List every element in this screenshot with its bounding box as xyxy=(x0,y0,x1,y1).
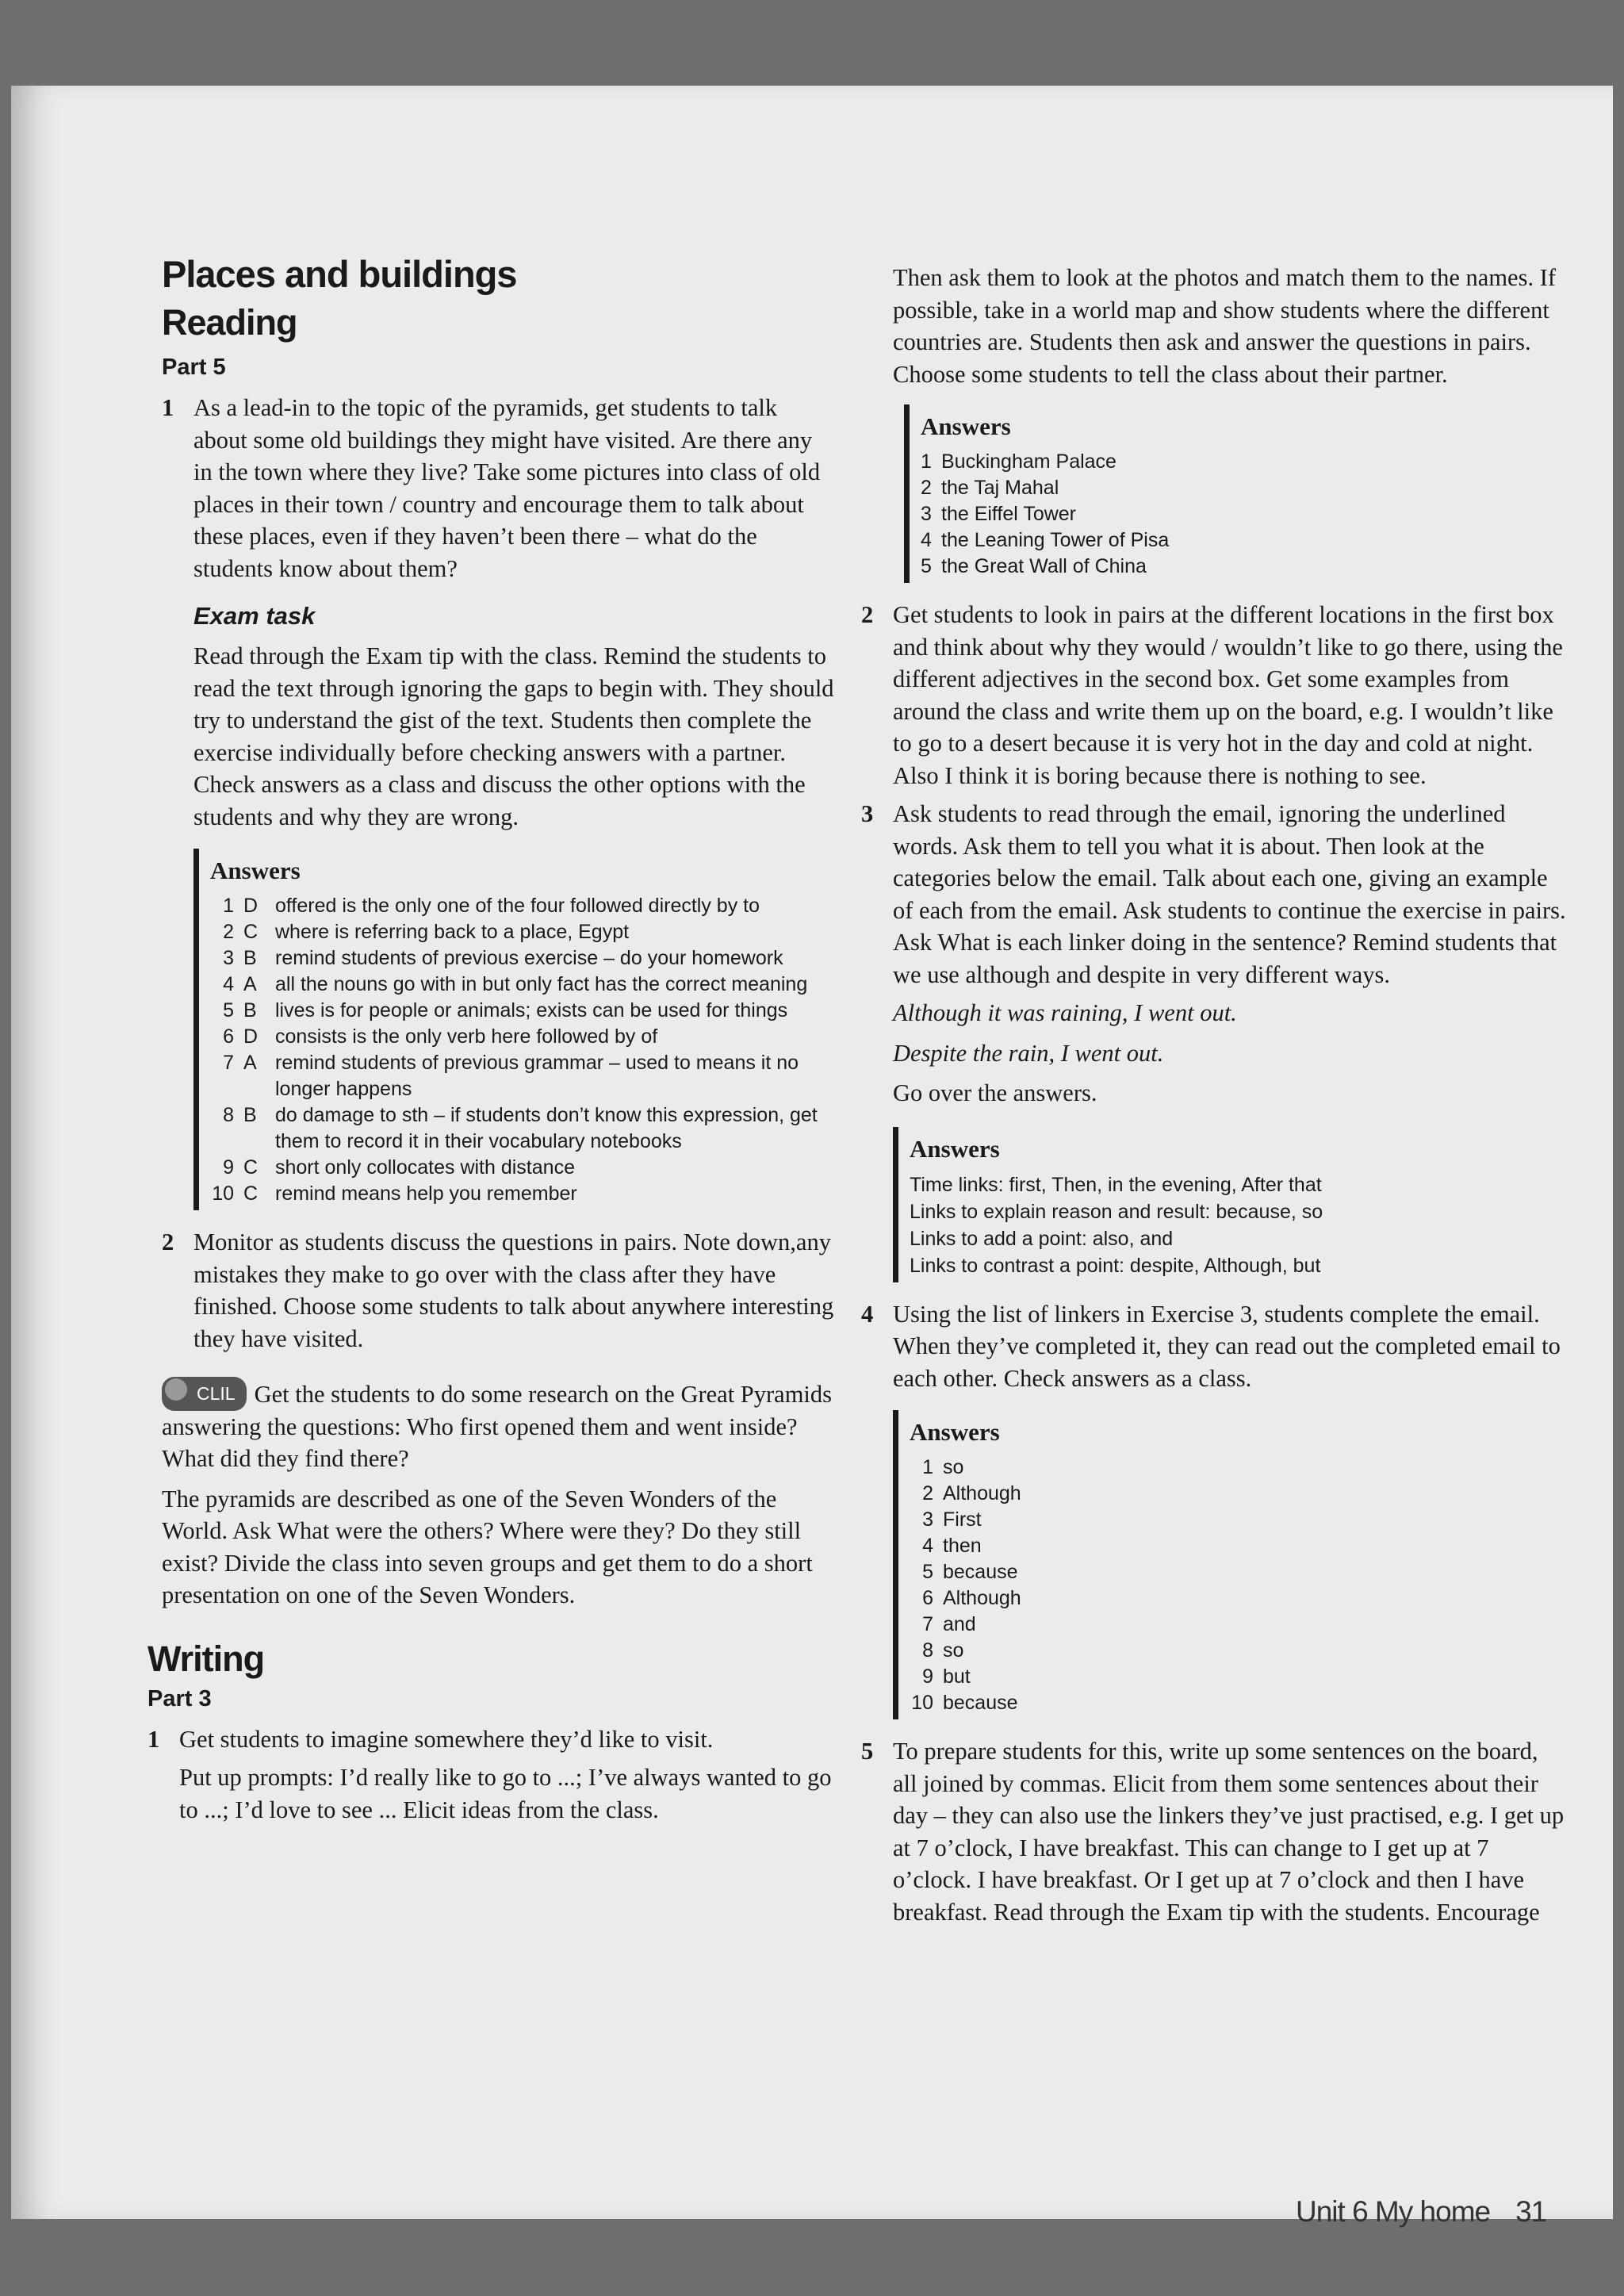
answer-row xyxy=(921,449,1567,475)
answers-box-email xyxy=(893,1410,1567,1719)
answer-number: 1 xyxy=(922,1456,933,1478)
answer-text: First xyxy=(943,1508,982,1531)
answer-text: Although xyxy=(943,1587,1021,1609)
answer-number: 2 xyxy=(223,921,234,943)
answer-letter: A xyxy=(243,973,257,995)
answer-number: 2 xyxy=(922,1482,933,1504)
answer-text: because xyxy=(943,1561,1018,1583)
answer-explanation: where is referring back to a place, Egypt xyxy=(275,921,630,943)
answer-row xyxy=(921,501,1567,527)
answer-row xyxy=(210,945,836,972)
answer-explanation: short only collocates with distance xyxy=(275,1156,575,1179)
answer-row xyxy=(910,1481,1567,1507)
page-footer xyxy=(1296,2195,1546,2229)
step-text: Ask students to read through the email, ignoring the underlined words. Ask them to tell you what it is about. Then look at the categories below the email. Talk about each one, giving an example of each from the email. Ask students to continue the exercise in pairs. Ask What is each linker doing in the sentence? Remind students that we use although and despite in very different ways. xyxy=(893,800,1566,988)
step-number: 2 xyxy=(162,1228,174,1255)
right-step-4 xyxy=(861,1298,1567,1395)
answer-row xyxy=(910,1559,1567,1585)
part5-label: Part 5 xyxy=(162,355,226,380)
answer-row xyxy=(921,475,1567,501)
right-step-5 xyxy=(861,1735,1567,1928)
answers-heading: Answers xyxy=(910,1134,1000,1163)
answer-number: 4 xyxy=(922,1535,933,1557)
step-number: 1 xyxy=(162,394,174,421)
right-column xyxy=(861,262,1567,1934)
answer-line: Links to explain reason and result: because, so xyxy=(910,1200,1323,1223)
answers-list xyxy=(210,893,836,1207)
answer-row xyxy=(210,1102,836,1155)
writing-heading: Writing xyxy=(147,1638,265,1679)
cil-text: Get the students to do some research on the Great Pyramids answering the questions: Who first opened them and went inside? What did they find there? xyxy=(162,1381,833,1472)
part3-label: Part 3 xyxy=(147,1685,212,1711)
answer-number: 2 xyxy=(921,477,932,499)
step-text: To prepare students for this, write up some sentences on the board, all joined by commas. Elicit from them some sentences about their day – they can also use the linkers they’ve just practised, e.g. I get up at 7 o’clock, I have breakfast. This can change to I get up at 7 o’clock. I have breakfast. Or I get up at 7 o’clock and then I have breakfast. Read through the Exam tip with the students. Encourage xyxy=(893,1738,1565,1926)
example-although: Although it was raining, I went out. xyxy=(893,999,1237,1026)
answer-row xyxy=(210,1181,836,1207)
answer-number: 9 xyxy=(223,1156,234,1179)
answer-row xyxy=(910,1690,1567,1716)
answer-line: Links to contrast a point: despite, Although, but xyxy=(910,1254,1321,1277)
reading-heading: Reading xyxy=(162,302,297,343)
answer-explanation: remind students of previous exercise – do your homework xyxy=(275,947,783,969)
answer-text: then xyxy=(943,1535,982,1557)
clil-badge xyxy=(162,1377,247,1411)
answer-row xyxy=(210,972,836,998)
right-step-2 xyxy=(861,599,1567,792)
answer-number: 4 xyxy=(921,529,932,551)
answer-letter: D xyxy=(243,1025,259,1048)
answer-explanation: all the nouns go with in but only fact has the correct meaning xyxy=(275,973,808,995)
answer-row xyxy=(910,1612,1567,1638)
page-title: Places and buildings xyxy=(162,253,517,295)
answer-number: 3 xyxy=(921,503,932,525)
answers-box-linkers xyxy=(893,1127,1567,1282)
reading-step-2 xyxy=(162,1226,836,1355)
step-text: Get students to look in pairs at the different locations in the first box and think about why they would / wouldn’t like to go there, using the different adjectives in the second box. Get some examples from around the class and write them up on the board, e.g. I wouldn’t like to go to a desert because it is very hot in the day and cold at night. Also I think it is boring because there is nothing to see. xyxy=(893,601,1563,789)
step-text: Monitor as students discuss the questions in pairs. Note down,any mistakes they make to go over with the class after they have finished. Choose some students to talk about anywhere interesting they have visited. xyxy=(193,1228,834,1352)
answer-letter: B xyxy=(243,947,257,969)
answer-number: 1 xyxy=(223,895,234,917)
answer-number: 7 xyxy=(223,1052,234,1074)
page-number: 31 xyxy=(1515,2195,1547,2228)
answer-number: 6 xyxy=(223,1025,234,1048)
answer-number: 7 xyxy=(922,1613,933,1635)
answer-number: 10 xyxy=(212,1182,234,1205)
answer-row xyxy=(210,1050,836,1102)
intro-text: Then ask them to look at the photos and match them to the names. If possible, take in a world map and show students where the different countries are. Students then ask and answer the questions in pairs. Choose some students to tell the class about their partner. xyxy=(893,264,1557,388)
answer-row xyxy=(210,919,836,945)
prompts-text: Put up prompts: I’d really like to go to ...; I’ve always wanted to go to ...; I’d love to see ... Elicit ideas from the class. xyxy=(179,1764,832,1823)
answer-row xyxy=(210,893,836,919)
answers-box-photos xyxy=(904,404,1567,583)
answer-explanation: offered is the only one of the four followed directly by to xyxy=(275,895,760,917)
answer-letter: C xyxy=(243,1182,259,1205)
answer-number: 8 xyxy=(223,1104,234,1126)
answer-letter: C xyxy=(243,1156,259,1179)
answers-heading: Answers xyxy=(910,1418,1000,1446)
example-despite: Despite the rain, I went out. xyxy=(893,1039,1164,1067)
answer-text: the Leaning Tower of Pisa xyxy=(941,529,1170,551)
cil-paragraph xyxy=(162,1377,836,1475)
step-number: 3 xyxy=(861,800,874,827)
answers-heading: Answers xyxy=(921,412,1011,440)
answer-text: Although xyxy=(943,1482,1021,1504)
answers-heading: Answers xyxy=(210,857,301,884)
step-number: 4 xyxy=(861,1300,874,1328)
answer-number: 8 xyxy=(922,1639,933,1662)
step-number: 2 xyxy=(861,601,874,628)
pyramids-text: The pyramids are described as one of the Seven Wonders of the World. Ask What were the others? Where were they? Do they still exist? Divide the class into seven groups and get them to do a short presentation on one of the Seven Wonders. xyxy=(162,1485,813,1608)
exam-task-label: Exam task xyxy=(193,602,316,630)
answer-number: 5 xyxy=(921,555,932,577)
answer-explanation: remind means help you remember xyxy=(275,1182,577,1205)
clil-icon xyxy=(165,1378,187,1401)
answer-text: because xyxy=(943,1692,1018,1714)
answer-explanation: consists is the only verb here followed by of xyxy=(275,1025,658,1048)
answer-row xyxy=(210,998,836,1024)
answer-number: 4 xyxy=(223,973,234,995)
answer-row xyxy=(910,1533,1567,1559)
answer-row xyxy=(910,1638,1567,1664)
step-text: Get students to imagine somewhere they’d like to visit. xyxy=(179,1725,714,1753)
answer-explanation: lives is for people or animals; exists can be used for things xyxy=(275,999,788,1022)
answer-row xyxy=(910,1585,1567,1612)
textbook-page xyxy=(11,86,1613,2228)
answer-number: 3 xyxy=(223,947,234,969)
step-number: 1 xyxy=(147,1725,160,1753)
answer-text: so xyxy=(943,1456,964,1478)
answer-text: Buckingham Palace xyxy=(941,450,1116,473)
answer-text: and xyxy=(943,1613,976,1635)
go-over-text: Go over the answers. xyxy=(893,1079,1097,1106)
answers-list xyxy=(910,1171,1567,1279)
answer-number: 5 xyxy=(922,1561,933,1583)
answer-letter: A xyxy=(243,1052,257,1074)
right-step-3 xyxy=(861,798,1567,991)
answers-list xyxy=(921,449,1567,580)
answer-letter: D xyxy=(243,895,259,917)
writing-step-1 xyxy=(147,1723,836,1756)
answer-row xyxy=(910,1507,1567,1533)
answer-text: so xyxy=(943,1639,964,1662)
answer-text: but xyxy=(943,1665,971,1688)
answer-row xyxy=(910,1455,1567,1481)
answer-row xyxy=(210,1155,836,1181)
answer-letter: B xyxy=(243,999,257,1022)
answer-row xyxy=(921,527,1567,554)
answer-number: 6 xyxy=(922,1587,933,1609)
answers-box-reading xyxy=(193,849,836,1210)
answer-text: the Great Wall of China xyxy=(941,555,1147,577)
answer-explanation: do damage to sth – if students don’t know this expression, get them to record it in their vocabulary notebooks xyxy=(275,1104,818,1152)
answer-number: 5 xyxy=(223,999,234,1022)
answer-line: Time links: first, Then, in the evening, After that xyxy=(910,1173,1322,1196)
answer-row xyxy=(210,1024,836,1050)
answer-explanation: remind students of previous grammar – used to means it no longer happens xyxy=(275,1052,799,1100)
answer-letter: B xyxy=(243,1104,257,1126)
step-text: As a lead-in to the topic of the pyramids, get students to talk about some old buildings they might have visited. Are there any in the town where they live? Take some pictures into class of old places in their town / country and encourage them to talk about these places, even if they haven’t been there – what do the students know about them? xyxy=(193,394,821,582)
unit-label: Unit 6 My home xyxy=(1296,2195,1491,2228)
answer-row xyxy=(910,1664,1567,1690)
answer-letter: C xyxy=(243,921,259,943)
answer-number: 10 xyxy=(911,1692,933,1714)
exam-task-text: Read through the Exam tip with the class. Remind the students to read the text through ignoring the gaps to begin with. They should try to understand the gist of the text. Students then complete the exercise individually before checking answers with a partner. Check answers as a class and discuss the other options with the students and why they are wrong. xyxy=(193,642,834,830)
answer-text: the Taj Mahal xyxy=(941,477,1059,499)
answer-row xyxy=(921,554,1567,580)
answer-text: the Eiffel Tower xyxy=(941,503,1077,525)
answer-number: 3 xyxy=(922,1508,933,1531)
clil-badge-label: CLIL xyxy=(197,1383,236,1404)
reading-step-1 xyxy=(162,392,836,585)
answer-line: Links to add a point: also, and xyxy=(910,1227,1174,1250)
answer-number: 1 xyxy=(921,450,932,473)
left-column xyxy=(147,252,836,1826)
step-number: 5 xyxy=(861,1738,874,1765)
answer-number: 9 xyxy=(922,1665,933,1688)
answers-list xyxy=(910,1455,1567,1716)
step-text: Using the list of linkers in Exercise 3, students complete the email. When they’ve completed it, they can read out the completed email to each other. Check answers as a class. xyxy=(893,1300,1561,1392)
